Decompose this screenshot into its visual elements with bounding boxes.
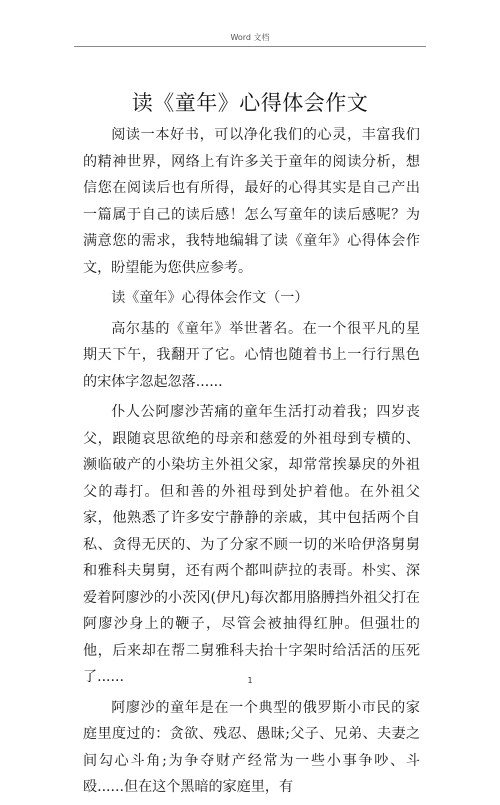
body-paragraph: 高尔基的《童年》举世著名。在一个很平凡的星期天下午，我翻开了它。心情也随着书上一行行黑色的宋体字忽起忽落...... [83,320,420,390]
document-body [83,122,420,805]
page-number: 1 [247,676,253,685]
document-title: 读《童年》心得体会作文 [131,91,369,116]
body-paragraph: 仆人公阿廖沙苦痛的童年生活打动着我；四岁丧父，跟随哀思欲绝的母亲和慈爱的外祖母到专横的、濒临破产的小染坊主外祖父家，却常常挨暴戾的外祖父的毒打。但和善的外祖母到处护着他。在外祖父家，他熟悉了许多安宁静静的亲戚，其中包括两个自私、贪得无厌的、为了分家不顾一切的米哈伊洛舅舅和雅科夫舅舅，还有两个都叫萨拉的表哥。朴实、深爱着阿廖沙的小茨冈(伊凡)每次都用胳膊挡外祖父打在阿廖沙身上的鞭子，尽管会被抽得红肿。但强壮的他，后来却在帮二舅雅科夫抬十字架时给活活的压死了...... [83,404,420,685]
section-heading: 读《童年》心得体会作文（一） [111,290,309,306]
body-paragraph: 阿廖沙的童年是在一个典型的俄罗斯小市民的家庭里度过的：贪欲、残忍、愚昧;父子、兄弟、夫妻之间勾心斗角;为争夺财产经常为一些小事争吵、斗殴......但在这个黑暗的家庭里，有 [83,699,420,795]
header-label: Word 文档 [230,33,270,42]
intro-paragraph: 阅读一本好书，可以净化我们的心灵，丰富我们的精神世界，网络上有许多关于童年的阅读分析，想信您在阅读后也有所得，最好的心得其实是自己产出一篇属于自己的读后感！怎么写童年的读后感呢？为满意您的需求，我特地编辑了读《童年》心得体会作文，盼望能为您供应参考。 [83,127,420,276]
header-divider [74,46,426,47]
